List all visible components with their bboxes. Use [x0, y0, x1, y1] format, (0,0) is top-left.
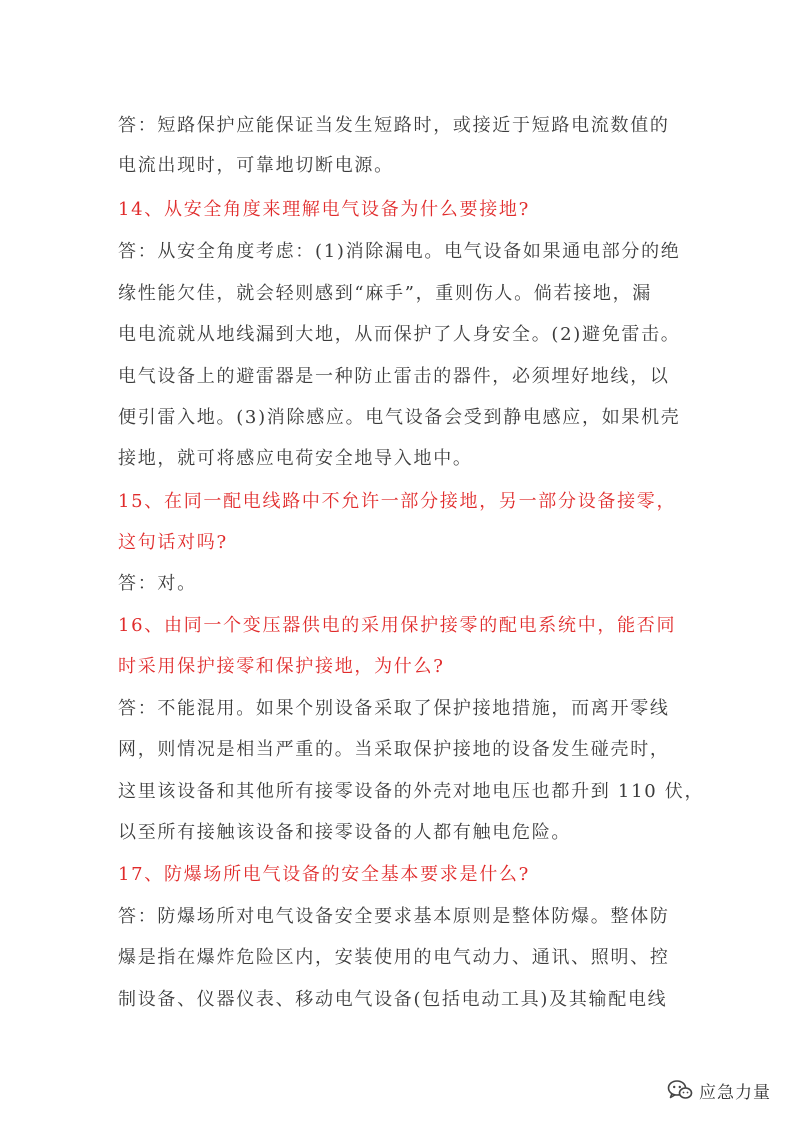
answer-line: 答：不能混用。如果个别设备采取了保护接地措施，而离开零线	[118, 698, 670, 719]
answer-line: 爆是指在爆炸危险区内，安装使用的电气动力、通讯、照明、控	[118, 947, 670, 968]
answer-line: 网，则情况是相当严重的。当采取保护接地的设备发生碰壳时，	[118, 739, 670, 760]
account-watermark	[667, 1077, 771, 1103]
question-line: 16、由同一个变压器供电的采用保护接零的配电系统中，能否同	[118, 615, 677, 636]
answer-line: 便引雷入地。(3)消除感应。电气设备会受到静电感应，如果机壳	[118, 407, 681, 428]
answer-line: 电流出现时，可靠地切断电源。	[118, 155, 394, 176]
watermark-text: 应急力量	[699, 1082, 771, 1103]
question-line: 时采用保护接零和保护接地，为什么?	[118, 656, 445, 677]
answer-line: 答：防爆场所对电气设备安全要求基本原则是整体防爆。整体防	[118, 906, 670, 927]
answer-line: 答：短路保护应能保证当发生短路时，或接近于短路电流数值的	[118, 115, 670, 136]
answer-line: 制设备、仪器仪表、移动电气设备(包括电动工具)及其输配电线	[118, 989, 668, 1010]
question-line: 15、在同一配电线路中不允许一部分接地，另一部分设备接零，	[118, 491, 677, 512]
answer-line: 缘性能欠佳，就会轻则感到“麻手”，重则伤人。倘若接地，漏	[118, 283, 653, 304]
question-line: 14、从安全角度来理解电气设备为什么要接地?	[118, 199, 530, 220]
answer-line: 电电流就从地线漏到大地，从而保护了人身安全。(2)避免雷击。	[118, 324, 681, 345]
answer-line: 接地，就可将感应电荷安全地导入地中。	[118, 448, 473, 469]
answer-line: 以至所有接触该设备和接零设备的人都有触电危险。	[118, 822, 572, 843]
question-line: 这句话对吗?	[118, 532, 228, 553]
answer-line: 答：从安全角度考虑：(1)消除漏电。电气设备如果通电部分的绝	[118, 241, 681, 262]
wechat-icon	[667, 1078, 693, 1102]
answer-line: 电气设备上的避雷器是一种防止雷击的器件，必须埋好地线，以	[118, 366, 670, 387]
answer-line: 这里该设备和其他所有接零设备的外壳对地电压也都升到 110 伏，	[118, 781, 705, 802]
answer-line: 答：对。	[118, 573, 197, 594]
question-line: 17、防爆场所电气设备的安全基本要求是什么?	[118, 864, 530, 885]
